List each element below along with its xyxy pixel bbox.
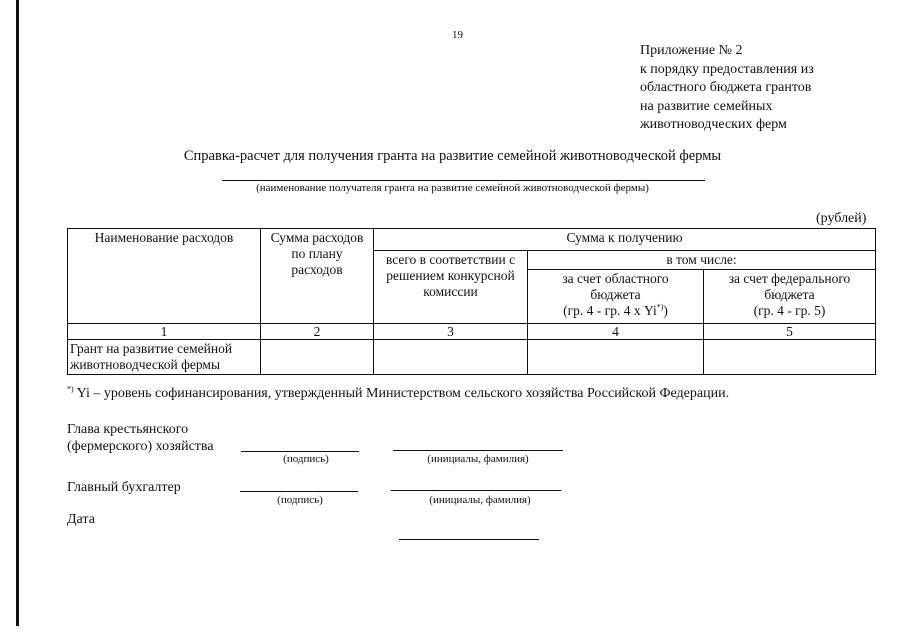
head-signature-line[interactable] xyxy=(241,451,359,452)
appendix-line: областного бюджета грантов xyxy=(640,80,812,95)
footnote-text: Yi – уровень софинансирования, утвержденный Министерством сельского хозяйства Российской Федерации. xyxy=(73,386,730,401)
column-number: 1 xyxy=(68,324,261,340)
row-federal-cell[interactable] xyxy=(704,340,876,375)
page-number: 19 xyxy=(452,29,463,41)
appendix-line: Приложение № 2 xyxy=(640,43,743,58)
document-title: Справка-расчет для получения гранта на развитие семейной животноводческой фермы xyxy=(183,148,722,164)
column-number: 3 xyxy=(374,324,528,340)
column-number: 2 xyxy=(261,324,374,340)
row-total-cell[interactable] xyxy=(374,340,528,375)
chief-accountant-label: Главный бухгалтер xyxy=(67,480,181,495)
grant-calculation-table xyxy=(67,228,876,375)
appendix-line: на развитие семейных xyxy=(640,98,773,114)
date-label: Дата xyxy=(67,512,95,527)
recipient-name-line xyxy=(222,180,705,181)
head-name-line[interactable] xyxy=(393,450,563,451)
column-number: 4 xyxy=(528,324,704,340)
signature-caption: (подпись) xyxy=(277,494,323,506)
appendix-line: животноводческих ферм xyxy=(640,117,787,132)
name-caption: (инициалы, фамилия) xyxy=(427,453,529,465)
header-sum-to-receive: Сумма к получению xyxy=(374,229,876,251)
recipient-caption: (наименование получателя гранта на развитие семейной животноводческой фермы) xyxy=(256,182,649,194)
accountant-name-line[interactable] xyxy=(391,490,561,491)
header-total: всего в соответствии с решением конкурсной комиссии xyxy=(374,251,528,324)
accountant-signature-line[interactable] xyxy=(240,491,358,492)
appendix-line: к порядку предоставления из xyxy=(640,61,814,77)
footnote-ref: *) xyxy=(656,302,664,312)
footnote-mark: *) xyxy=(67,384,74,394)
header-federal-budget: за счет федерального бюджета (гр. 4 - гр. 5) xyxy=(704,270,876,324)
header-planned-sum: Сумма расходов по плану расходов xyxy=(261,229,374,324)
header-including: в том числе: xyxy=(528,251,876,270)
currency-unit: (рублей) xyxy=(816,211,867,226)
header-expense-name: Наименование расходов xyxy=(68,229,261,324)
column-number: 5 xyxy=(704,324,876,340)
row-expense-name: Грант на развитие семейной животноводческой фермы xyxy=(68,340,261,375)
row-planned-cell[interactable] xyxy=(261,340,374,375)
regional-formula: (гр. 4 - гр. 4 х Yi xyxy=(563,303,657,318)
footnote xyxy=(67,386,729,402)
column-number-row xyxy=(68,324,876,340)
head-of-farm-label: Глава крестьянского (фермерского) хозяйства xyxy=(67,422,214,454)
left-margin-rule xyxy=(16,0,19,626)
appendix-header xyxy=(640,42,814,135)
date-line[interactable] xyxy=(399,539,539,540)
header-regional-budget: за счет областного бюджета (гр. 4 - гр. 4 х Yi*)) xyxy=(528,270,704,324)
table-row xyxy=(68,340,876,375)
name-caption: (инициалы, фамилия) xyxy=(429,494,531,506)
signature-caption: (подпись) xyxy=(283,453,329,465)
row-regional-cell[interactable] xyxy=(528,340,704,375)
